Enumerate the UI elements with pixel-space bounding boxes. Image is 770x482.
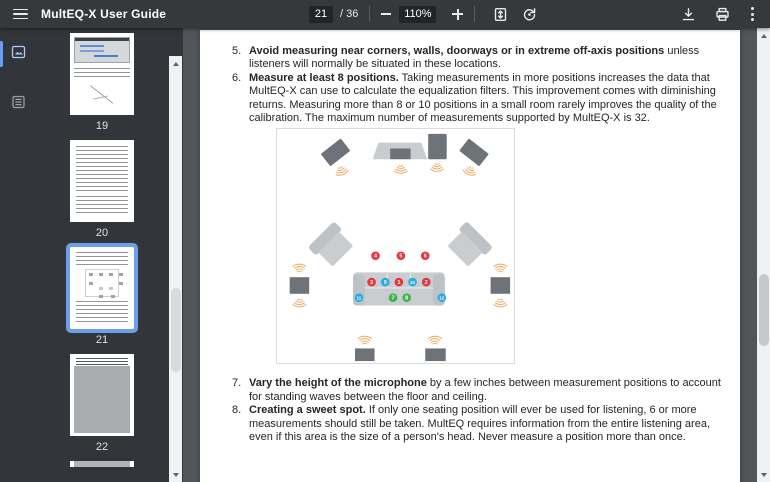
download-icon[interactable] [681, 7, 696, 22]
document-title: MultEQ-X User Guide [41, 7, 167, 21]
right-armchair [445, 222, 493, 270]
zoom-out-icon[interactable] [381, 13, 391, 15]
item-number: 6. [232, 71, 242, 84]
active-panel-indicator [0, 41, 3, 67]
zoom-level[interactable]: 110% [399, 6, 436, 23]
thumb19-screenshot [74, 37, 129, 62]
item-text: Creating a sweet spot. If only one seating position will ever be used for listening, 6 or more measurements should still be taken. MultEQ requires information from the entire listening area, even if this area is the size of a person's head. Never measure a position more than once. [249, 404, 710, 444]
list-item-6 [232, 72, 726, 126]
scroll-up-icon[interactable] [757, 29, 770, 42]
svg-text:6: 6 [423, 254, 427, 261]
list-item-7 [232, 377, 726, 404]
thumbnail-label: 19 [95, 120, 109, 132]
thumbnail-list [36, 28, 169, 482]
thumbnail-label: 22 [95, 441, 109, 453]
list-item-5 [232, 45, 726, 72]
list-item-8 [232, 404, 726, 444]
svg-text:4: 4 [373, 254, 378, 261]
outline-panel-icon[interactable] [0, 85, 36, 119]
thumbnail-label: 20 [95, 227, 109, 239]
main-scrollbar[interactable] [757, 28, 770, 482]
thumb22-screenshot [74, 366, 130, 432]
thumb19-sketch [88, 84, 116, 105]
svg-text:9: 9 [383, 280, 387, 287]
thumb21-diagram [85, 269, 120, 297]
svg-text:10: 10 [410, 280, 416, 286]
toolbar-divider [474, 6, 475, 22]
menu-icon[interactable] [13, 9, 28, 20]
scroll-down-icon[interactable] [757, 468, 770, 481]
thumbnail-page-22[interactable] [64, 354, 140, 453]
thumbnail-sidebar [0, 28, 183, 482]
toolbar-divider [369, 6, 370, 22]
left-armchair [308, 222, 356, 270]
tv-and-center-speaker [373, 143, 428, 160]
svg-text:11: 11 [356, 295, 362, 301]
svg-text:8: 8 [405, 295, 409, 302]
pdf-page-21 [200, 30, 740, 482]
fit-page-icon[interactable] [493, 7, 508, 22]
thumbnail-page-20[interactable] [64, 140, 140, 239]
item-number: 7. [232, 377, 242, 390]
item-text: Avoid measuring near corners, walls, doorways or in extreme off-axis positions unless listeners will normally be situated in these locations. [249, 45, 700, 71]
measurement-diagram [276, 128, 726, 364]
print-icon[interactable] [715, 7, 730, 22]
sidebar-scrollbar-thumb[interactable] [171, 288, 181, 372]
thumbnail-page-19[interactable] [64, 33, 140, 132]
thumbnail-page-23-partial[interactable] [64, 461, 140, 467]
thumbnails-panel-icon[interactable] [0, 35, 36, 69]
scroll-up-icon[interactable] [169, 57, 182, 70]
svg-text:2: 2 [424, 280, 428, 287]
page-count-label: / 36 [340, 8, 359, 20]
document-viewport [183, 28, 757, 482]
item-text: Vary the height of the microphone by a few inches between measurement positions to account for standing waves between the floor and ceiling. [249, 377, 721, 403]
scroll-down-icon[interactable] [169, 468, 182, 481]
rotate-icon[interactable] [522, 7, 537, 22]
sidebar-rail [0, 28, 36, 482]
item-number: 5. [232, 45, 242, 57]
zoom-in-icon[interactable] [444, 9, 463, 20]
svg-text:3: 3 [370, 280, 374, 287]
svg-text:5: 5 [399, 254, 403, 261]
main-scrollbar-thumb[interactable] [759, 274, 769, 346]
couch [353, 273, 445, 306]
svg-text:7: 7 [391, 295, 395, 302]
sidebar-scrollbar[interactable] [169, 56, 182, 482]
svg-text:1: 1 [397, 280, 401, 287]
thumbnail-page-21-selected[interactable] [64, 247, 140, 346]
more-actions-icon[interactable] [749, 5, 756, 23]
thumbnail-label: 21 [95, 334, 109, 346]
item-text: Measure at least 8 positions. Taking measurements in more positions increases the data that MultEQ-X can use to calculate the equalization filters. This improvement comes with diminishing returns. Measuring more than 8 or 10 positions in a small room rarely improves the quality of the calibration. The maximum number of measurements supported by MultEQ-X is 32. [249, 71, 717, 125]
page-number-input[interactable]: 21 [309, 6, 333, 23]
svg-text:12: 12 [439, 295, 445, 301]
item-number: 8. [232, 404, 242, 417]
pdf-toolbar [0, 0, 770, 28]
